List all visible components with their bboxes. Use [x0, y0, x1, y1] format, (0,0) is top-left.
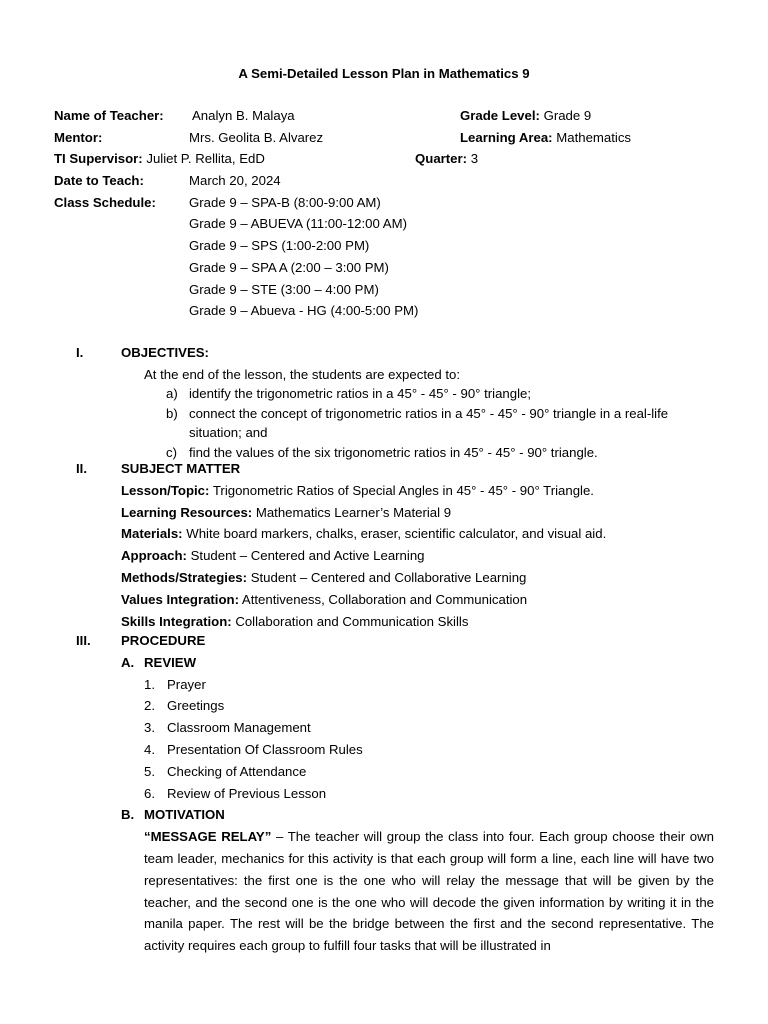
mentor-label: Mentor:: [54, 129, 103, 145]
list-item: [0, 739, 768, 761]
schedule-row: [0, 235, 768, 257]
subject-heading-row: [0, 458, 768, 480]
subject-item: [0, 589, 768, 611]
quarter-value: 3: [470, 151, 479, 167]
procedure-section: [0, 630, 768, 966]
schedule-row: [0, 300, 768, 322]
subject-label: Lesson/Topic:: [121, 482, 210, 498]
schedule-row: [0, 279, 768, 301]
area-label: Learning Area:: [460, 129, 553, 145]
objective-text: identify the trigonometric ratios in a 45° - 45° - 90° triangle;: [189, 386, 532, 402]
grade-field: [460, 105, 591, 127]
subsection-heading: REVIEW: [144, 654, 197, 670]
subject-value: Mathematics Learner’s Material 9: [255, 504, 452, 520]
grade-label: Grade Level:: [460, 108, 540, 123]
objectives-intro-row: [0, 364, 768, 384]
schedule-item: Grade 9 – Abueva - HG (4:00-5:00 PM): [189, 303, 419, 319]
objectives-section: [0, 342, 768, 461]
subject-value: Collaboration and Communication Skills: [235, 613, 469, 629]
supervisor-field: [54, 148, 265, 170]
activity-name: “MESSAGE RELAY”: [144, 829, 272, 845]
quarter-field: [415, 148, 478, 170]
supervisor-row: [0, 148, 768, 170]
list-item: [0, 761, 768, 783]
list-text: Review of Previous Lesson: [167, 785, 327, 801]
section-number: I.: [76, 345, 84, 360]
schedule-row: [0, 192, 768, 214]
list-item: [0, 717, 768, 739]
objective-letter: c): [166, 444, 177, 460]
supervisor-label: TI Supervisor:: [54, 151, 143, 167]
activity-description: – The teacher will group the class into four. Each group choose their own team leader, mechanics for this activity is that each group will form a line, each line will have two representatives: the first one is the one who will relay the message that will be given by the teacher, and the second one is the one who will decode the given information by writing it in the manila paper. The rest will be the bridge between the first and the second representative. The activity requires each group to fulfill four tasks that will be illustrated in: [144, 829, 714, 954]
schedule-row: [0, 213, 768, 235]
subject-item: [0, 480, 768, 502]
subject-value: Student – Centered and Collaborative Learning: [250, 569, 527, 585]
objectives-heading-row: [0, 342, 768, 364]
quarter-label: Quarter:: [415, 151, 468, 167]
mentor-value: Mrs. Geolita B. Alvarez: [189, 129, 324, 145]
header-info: [0, 105, 768, 322]
motivation-paragraph-row: [0, 826, 768, 966]
date-label: Date to Teach:: [54, 173, 144, 189]
area-field: [460, 127, 631, 149]
motivation-paragraph: [144, 826, 714, 957]
schedule-item: Grade 9 – SPA-B (8:00-9:00 AM): [189, 194, 381, 210]
schedule-item: Grade 9 – SPS (1:00-2:00 PM): [189, 238, 370, 254]
area-value: Mathematics: [556, 129, 632, 145]
section-number: III.: [76, 633, 91, 648]
subject-value: Attentiveness, Collaboration and Communication: [241, 591, 528, 607]
list-number: 5.: [144, 763, 155, 779]
page-title: A Semi-Detailed Lesson Plan in Mathematics 9: [238, 66, 530, 81]
list-number: 6.: [144, 785, 155, 801]
subsection-letter: A.: [121, 654, 135, 670]
objective-letter: a): [166, 386, 178, 402]
objective-item: [0, 383, 768, 403]
procedure-heading-row: [0, 630, 768, 652]
objective-text: find the values of the six trigonometric ratios in 45° - 45° - 90° triangle.: [189, 444, 598, 460]
schedule-item: Grade 9 – SPA A (2:00 – 3:00 PM): [189, 259, 389, 275]
subject-item: [0, 567, 768, 589]
subject-value: Student – Centered and Active Learning: [190, 548, 425, 564]
objectives-intro: At the end of the lesson, the students are expected to:: [144, 366, 460, 382]
teacher-label: Name of Teacher:: [54, 108, 164, 123]
subject-label: Approach:: [121, 548, 187, 564]
list-item: [0, 695, 768, 717]
subject-label: Skills Integration:: [121, 613, 232, 629]
subject-label: Methods/Strategies:: [121, 569, 248, 585]
mentor-row: [0, 127, 768, 149]
objective-text: connect the concept of trigonometric ratios in a 45° - 45° - 90° triangle in a real-life: [189, 405, 669, 421]
schedule-item: Grade 9 – ABUEVA (11:00-12:00 AM): [189, 216, 407, 232]
subject-item: [0, 545, 768, 567]
list-item: [0, 674, 768, 696]
objective-letter: b): [166, 405, 178, 421]
objective-text: situation; and: [189, 425, 268, 441]
date-row: [0, 170, 768, 192]
supervisor-value: Juliet P. Rellita, EdD: [146, 151, 265, 167]
list-number: 1.: [144, 676, 155, 692]
section-heading: PROCEDURE: [121, 633, 206, 648]
grade-value: Grade 9: [543, 108, 592, 123]
objective-item-continuation: [0, 422, 768, 442]
subject-label: Values Integration:: [121, 591, 239, 607]
objective-item: [0, 403, 768, 423]
subject-value: White board markers, chalks, eraser, scientific calculator, and visual aid.: [186, 526, 607, 542]
teacher-row: [0, 105, 768, 127]
list-text: Checking of Attendance: [167, 763, 307, 779]
subsection-heading: MOTIVATION: [144, 807, 225, 823]
section-heading: SUBJECT MATTER: [121, 461, 241, 476]
subject-item: [0, 523, 768, 545]
subject-label: Materials:: [121, 526, 183, 542]
section-number: II.: [76, 461, 87, 476]
list-text: Classroom Management: [167, 720, 311, 736]
list-text: Presentation Of Classroom Rules: [167, 741, 363, 757]
list-number: 3.: [144, 720, 155, 736]
list-number: 4.: [144, 741, 155, 757]
schedule-row: [0, 257, 768, 279]
schedule-label: Class Schedule:: [54, 194, 156, 210]
list-text: Greetings: [167, 698, 225, 714]
schedule-item: Grade 9 – STE (3:00 – 4:00 PM): [189, 281, 379, 297]
subject-item: [0, 502, 768, 524]
subsection-letter: B.: [121, 807, 135, 823]
motivation-heading-row: [0, 804, 768, 826]
section-heading: OBJECTIVES:: [121, 345, 209, 360]
list-text: Prayer: [167, 676, 206, 692]
list-item: [0, 783, 768, 805]
subject-matter-section: [0, 458, 768, 632]
list-number: 2.: [144, 698, 155, 714]
subject-label: Learning Resources:: [121, 504, 253, 520]
review-heading-row: [0, 652, 768, 674]
subject-value: Trigonometric Ratios of Special Angles in 45° - 45° - 90° Triangle.: [212, 482, 594, 498]
date-value: March 20, 2024: [189, 173, 281, 189]
teacher-value: Analyn B. Malaya: [192, 108, 295, 123]
